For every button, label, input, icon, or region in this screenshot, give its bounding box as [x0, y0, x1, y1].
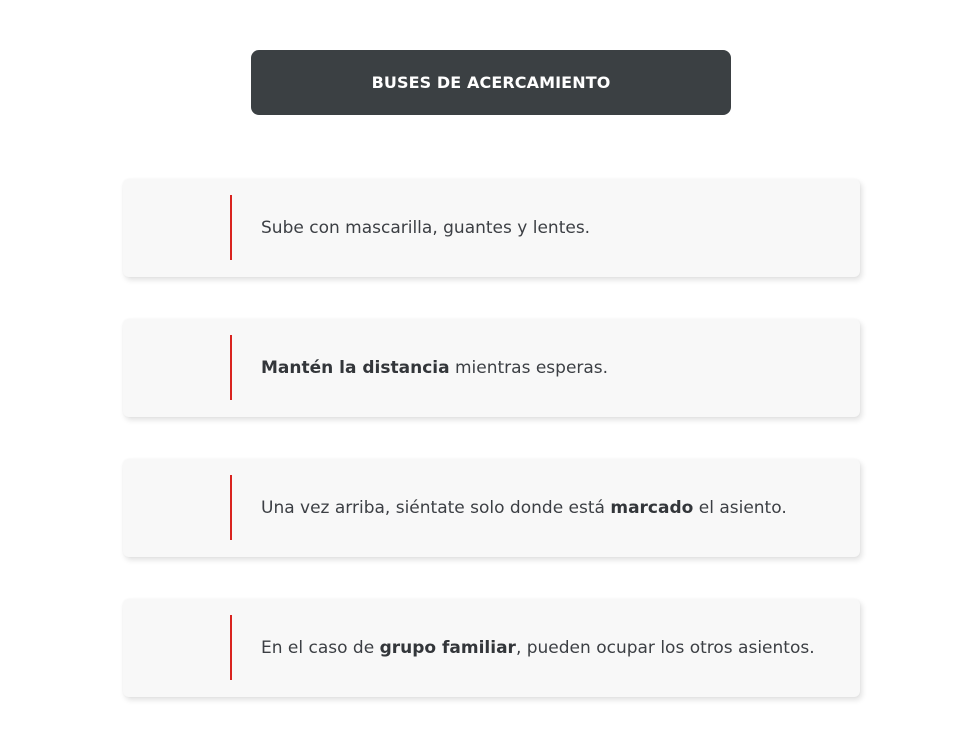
accent-bar: [230, 335, 232, 400]
instruction-card: [123, 179, 860, 277]
header-banner: [251, 50, 731, 115]
accent-bar: [230, 615, 232, 680]
instruction-text-bold: Mantén la distancia: [261, 357, 450, 378]
instruction-text-part: En el caso de: [261, 637, 380, 658]
instruction-text: [261, 459, 820, 557]
instruction-text: [261, 599, 820, 697]
instruction-text-part: el asiento.: [693, 497, 787, 518]
instruction-card: [123, 599, 860, 697]
header-title: BUSES DE ACERCAMIENTO: [371, 73, 611, 92]
instruction-text-bold: grupo familiar: [379, 637, 516, 658]
instruction-card: [123, 459, 860, 557]
instruction-text-part: , pueden ocupar los otros asientos.: [515, 637, 815, 658]
instruction-text-bold: marcado: [610, 497, 694, 518]
instruction-text-part: Sube con mascarilla, guantes y lentes.: [261, 217, 591, 238]
accent-bar: [230, 475, 232, 540]
instruction-card: [123, 319, 860, 417]
instruction-text: [261, 179, 820, 277]
accent-bar: [230, 195, 232, 260]
instruction-text-part: mientras esperas.: [449, 357, 609, 378]
instruction-text: [261, 319, 820, 417]
instruction-text-part: Una vez arriba, siéntate solo donde está: [261, 497, 611, 518]
